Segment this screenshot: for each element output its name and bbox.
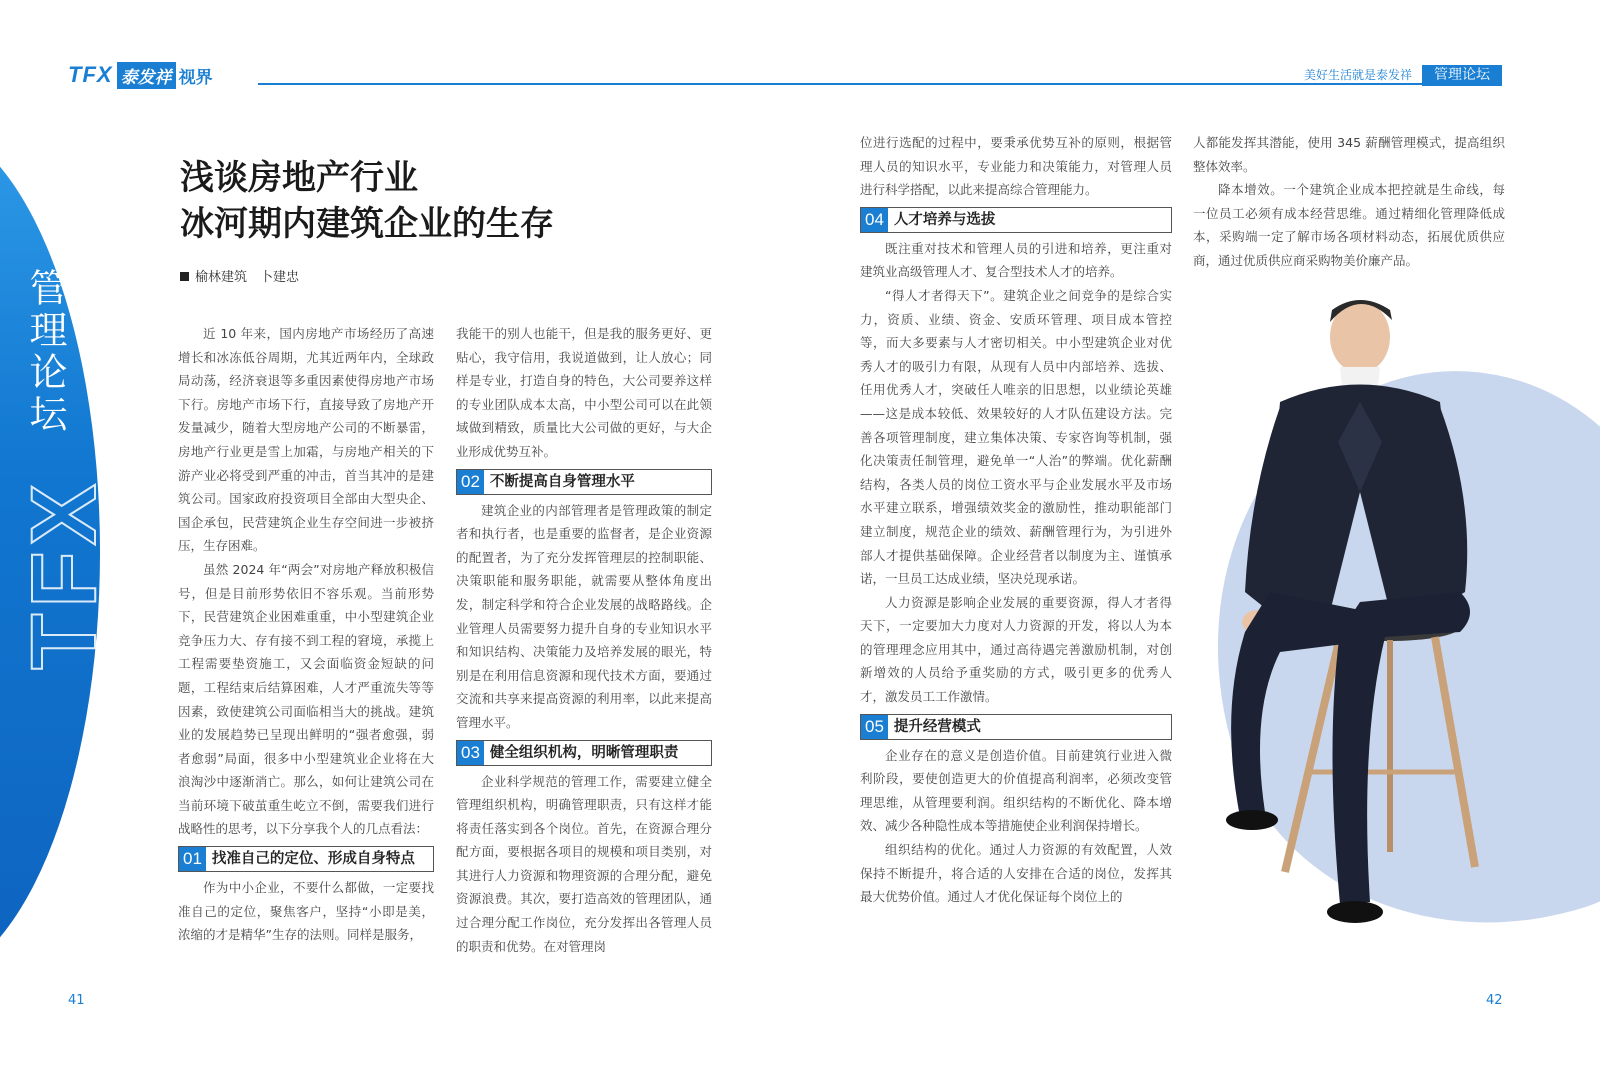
author-square-icon	[180, 272, 189, 281]
section-number: 03	[457, 741, 484, 765]
paragraph: 组织结构的优化。通过人力资源的有效配置，人效保持不断提升，将合适的人安排在合适的岗位，发挥其最大优势价值。通过人才优化保证每个岗位上的	[860, 842, 1172, 905]
section-heading-01	[178, 846, 434, 872]
paragraph: 我能干的别人也能干，但是我的服务更好、更贴心，我守信用，我说道做到，让人放心；同样是专业，打造自身的特色，大公司要养这样的专业团队成本太高，中小型公司可以在此领域做到精致，质量比大公司做的更好，与大企业形成优势互补。	[456, 326, 712, 459]
section-title: 人才培养与选拔	[893, 211, 996, 228]
paragraph: 企业存在的意义是创造价值。目前建筑行业进入微利阶段，要使创造更大的价值提高利润率，必须改变管理思维，从管理要利润。组织结构的不断优化、降本增效、减少各种隐性成本等措施使企业利润保持增长。	[860, 747, 1172, 834]
paragraph: “得人才者得天下”。建筑企业之间竞争的是综合实力，资质、业绩、资金、安质环管理、项目成本管控等，而大多要素与人才密切相关。中小型建筑企业对优秀人才的吸引力有限，从现有人员中内部培养、选拔、任用优秀人才，突破任人唯亲的旧思想，以业绩论英雄——这是成本较低、效果较好的人才队伍建设方法。完善各项管理制度，建立集体决策、专家咨询等机制，强化决策责任制管理，避免单一“人治”的弊端。优化薪酬结构，各类人员的岗位工资水平与企业发展水平及市场水平建立联系，增强绩效奖金的激励性，推动职能部门建立制度，规范企业的绩效、薪酬管理行为，为引进外部人才提供基础保障。企业经营者以制度为主、谨慎承诺，一旦员工达成业绩，坚决兑现承诺。	[860, 287, 1172, 587]
paragraph: 作为中小企业，不要什么都做，一定要找准自己的定位，聚焦客户，坚持“小即是美，浓缩的才是精华”生存的法则。同样是服务，	[178, 880, 434, 943]
page-number-right: 42	[1486, 993, 1503, 1008]
paragraph: 人都能发挥其潜能，使用 345 薪酬管理模式，提高组织整体效率。	[1193, 135, 1505, 174]
author-portrait	[1210, 292, 1510, 972]
article-author	[180, 266, 299, 285]
section-title: 不断提高自身管理水平	[489, 473, 635, 490]
header-rule	[258, 83, 1500, 85]
section-heading-03	[456, 740, 712, 766]
paragraph: 建筑企业的内部管理者是管理政策的制定者和执行者，也是重要的监督者，是企业资源的配置者，为了充分发挥管理层的控制职能、决策职能和服务职能，就需要从整体角度出发，制定科学和符合企业发展的战略路线。企业管理人员需要努力提升自身的专业知识水平和知识结构、决策能力及培养发展的眼光，特别是在利用信息资源和现代技术方面，要通过交流和共享来提高资源的利用率，以此来提高管理水平。	[456, 502, 712, 730]
paragraph: 位进行选配的过程中，要秉承优势互补的原则，根据管理人员的知识水平，专业能力和决策能力，对管理人员进行科学搭配，以此来提高综合管理能力。	[860, 135, 1172, 198]
section-title: 提升经营模式	[893, 718, 981, 735]
text-column-2	[456, 322, 712, 958]
paragraph: 近 10 年来，国内房地产市场经历了高速增长和冰冻低谷周期，尤其近两年内，全球政局动荡，经济衰退等多重因素使得房地产市场下行。房地产市场下行，直接导致了房地产开发量减少，随着大型房地产公司的不断暴雷，房地产行业更是雪上加霜，与房地产相关的下游产业必将受到严重的冲击，首当其冲的是建筑公司。国家政府投资项目全部由大型央企、国企承包，民营建筑企业生存空间进一步被挤压，生存困难。	[178, 326, 434, 554]
section-heading-05	[860, 714, 1172, 740]
page-number-left: 41	[68, 993, 85, 1008]
header-slogan: 美好生活就是泰发祥	[1303, 68, 1412, 82]
paragraph: 虽然 2024 年“两会”对房地产释放积极信号，但是目前形势依旧不容乐观。当前形势下，民营建筑企业困难重重，中小型建筑企业竞争压力大、存有接不到工程的窘境，承揽上工程需要垫资施工，又会面临资金短缺的问题，工程结束后结算困难，人才严重流失等等因素，致使建筑公司面临相当大的挑战。建筑业的发展趋势已呈现出鲜明的“强者愈强，弱者愈弱”局面，很多中小型建筑业企业将在大浪淘沙中逐渐消亡。那么，如何让建筑公司在当前环境下破茧重生屹立不倒，需要我们进行战略性的思考，以下分享我个人的几点看法：	[178, 561, 434, 837]
author-text: 榆林建筑 卜建忠	[195, 270, 300, 285]
text-column-3	[860, 131, 1172, 909]
logo-brand-name: 泰发祥	[117, 62, 176, 89]
section-number: 02	[457, 470, 484, 494]
section-tag: 管理论坛	[1422, 65, 1502, 86]
paragraph: 既注重对技术和管理人员的引进和培养，更注重对建筑业高级管理人才、复合型技术人才的培养。	[860, 240, 1172, 280]
section-title: 找准自己的定位、形成自身特点	[211, 851, 415, 868]
article-title-line-2: 冰河期内建筑企业的生存	[180, 204, 554, 244]
section-heading-04	[860, 207, 1172, 233]
logo-subtitle: 视界	[178, 67, 213, 88]
section-number: 05	[861, 715, 888, 739]
side-tfx-watermark: TFX	[13, 478, 115, 670]
section-number: 01	[179, 847, 206, 871]
side-section-title: 管理论坛	[23, 268, 67, 436]
article-title-line-1: 浅谈房地产行业	[180, 158, 418, 198]
text-column-1	[178, 322, 434, 947]
logo-tfx: TFX	[68, 62, 113, 87]
article-title	[180, 155, 554, 247]
text-column-4	[1193, 131, 1505, 273]
paragraph: 企业科学规范的管理工作，需要建立健全管理组织机构，明确管理职责，只有这样才能将责任落实到各个岗位。首先，在资源合理分配方面，要根据各项目的规模和项目类别，对其进行人力资源和物理资源的合理分配，避免资源浪费。其次，要打造高效的管理团队，通过合理分配工作岗位，充分发挥出各管理人员的职责和优势。在对管理岗	[456, 773, 712, 954]
paragraph: 降本增效。一个建筑企业成本把控就是生命线，每一位员工必须有成本经营思维。通过精细化管理降低成本，采购端一定了解市场各项材料动态，拓展优质供应商，通过优质供应商采购物美价廉产品。	[1193, 182, 1505, 268]
section-title: 健全组织机构，明晰管理职责	[489, 744, 679, 761]
paragraph: 人力资源是影响企业发展的重要资源，得人才者得天下，一定要加大力度对人力资源的开发，将以人为本的管理理念应用其中，通过高待遇完善激励机制，对创新增效的人员给予重奖励的方式，吸引更多的优秀人才，激发员工工作激情。	[860, 594, 1172, 705]
magazine-logo	[68, 62, 213, 88]
section-heading-02	[456, 469, 712, 495]
section-number: 04	[861, 208, 888, 232]
